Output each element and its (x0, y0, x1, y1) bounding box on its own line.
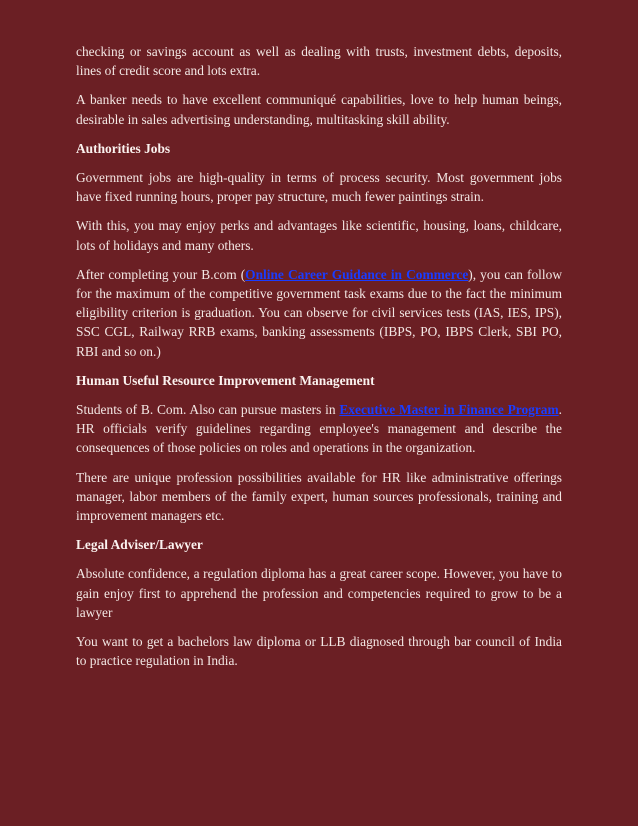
heading-authorities-jobs: Authorities Jobs (76, 140, 171, 156)
heading-hr-management: Human Useful Resource Improvement Management (76, 372, 375, 388)
paragraph-hr-masters (76, 400, 562, 458)
paragraph-banker-skills: A banker needs to have excellent communiqué capabilities, love to help human beings, desirable in sales advertising understanding, multitasking skill ability. (76, 92, 562, 127)
text-segment: ), you can follow for the maximum of the competitive government task exams due to the fact the minimum eligibility criterion is graduation. You can observe for civil services tests (IAS, IES, IPS), SSC CGL, Railway RRB exams, banking assessments (IBPS, PO, IBPS Clerk, SBI PO, RBI and so on.) (76, 266, 562, 359)
text-segment: . HR officials verify guidelines regarding employee's management and describe the consequences of those policies on roles and operations in the organization. (76, 402, 562, 456)
paragraph-llb: You want to get a bachelors law diploma or LLB diagnosed through bar council of India to practice regulation in India. (76, 634, 562, 669)
paragraph-perks: With this, you may enjoy perks and advantages like scientific, housing, loans, childcare, lots of holidays and many others. (76, 218, 562, 253)
paragraph-law-scope: Absolute confidence, a regulation diploma has a great career scope. However, you have to gain enjoy first to apprehend the profession and competencies required to grow to be a lawyer (76, 566, 562, 620)
text-segment: After completing your B.com ( (76, 266, 246, 282)
heading-legal-adviser: Legal Adviser/Lawyer (76, 537, 203, 553)
link-online-career-guidance[interactable]: Online Career Guidance in Commerce (245, 266, 469, 282)
paragraph-government-jobs: Government jobs are high-quality in terms of process security. Most government jobs have fixed running hours, proper pay structure, much fewer paintings strain. (76, 170, 562, 205)
paragraph-hr-possibilities: There are unique profession possibilities available for HR like administrative offerings manager, labor members of the family expert, human sources professionals, training and improvement managers etc. (76, 469, 562, 524)
link-executive-master-finance[interactable]: Executive Master in Finance Program (339, 402, 559, 418)
paragraph-banking-intro: checking or savings account as well as dealing with trusts, investment debts, deposits, lines of credit score and lots extra. (76, 44, 562, 79)
text-segment: Students of B. Com. Also can pursue masters in (76, 402, 340, 418)
paragraph-competitive-exams (76, 265, 562, 361)
